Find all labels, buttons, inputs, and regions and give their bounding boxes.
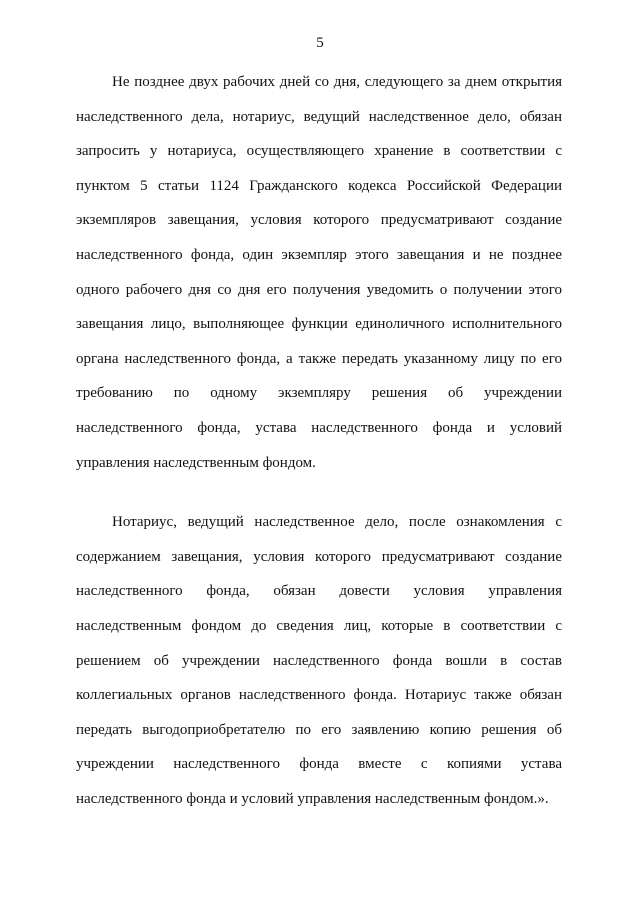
text-line: учреждении наследственного фонда вместе с копиями устава	[76, 756, 562, 773]
text-line: экземпляров завещания, условия которого предусматривают создание	[76, 212, 562, 229]
text-line: наследственного фонда и условий управления наследственным фондом.».	[76, 790, 549, 807]
paragraph-1	[76, 65, 562, 480]
text-line: передать выгодоприобретателю по его заявлению копию решения об	[76, 721, 562, 738]
text-line: наследственного дела, нотариус, ведущий наследственное дело, обязан	[76, 108, 562, 125]
paragraph-2	[76, 505, 562, 816]
text-line: решением об учреждении наследственного фонда вошли в состав	[76, 652, 562, 669]
text-line: наследственного фонда, обязан довести условия управления	[76, 583, 562, 600]
text-line: требованию по одному экземпляру решения об учреждении	[76, 385, 562, 402]
text-line: одного рабочего дня со дня его получения уведомить о получении этого	[76, 281, 562, 298]
text-line: наследственным фондом до сведения лиц, которые в соответствии с	[76, 617, 562, 634]
text-line: Нотариус, ведущий наследственное дело, после ознакомления с	[112, 514, 562, 531]
text-line: наследственного фонда, один экземпляр этого завещания и не позднее	[76, 246, 562, 263]
text-line: Не позднее двух рабочих дней со дня, следующего за днем открытия	[112, 74, 562, 90]
text-line: наследственного фонда, устава наследственного фонда и условий	[76, 419, 562, 436]
text-line: органа наследственного фонда, а также передать указанному лицу по его	[76, 350, 562, 367]
text-line: пунктом 5 статьи 1124 Гражданского кодекса Российской Федерации	[76, 177, 562, 194]
paragraph-spacer	[76, 480, 562, 505]
text-line: завещания лицо, выполняющее функции единоличного исполнительного	[76, 316, 562, 333]
page-number: 5	[316, 35, 324, 51]
text-line: коллегиальных органов наследственного фонда. Нотариус также обязан	[76, 687, 562, 704]
text-line: содержанием завещания, условия которого предусматривают создание	[76, 548, 562, 565]
document-body	[76, 65, 562, 816]
text-line: управления наследственным фондом.	[76, 454, 316, 471]
text-line: запросить у нотариуса, осуществляющего хранение в соответствии с	[76, 143, 562, 160]
